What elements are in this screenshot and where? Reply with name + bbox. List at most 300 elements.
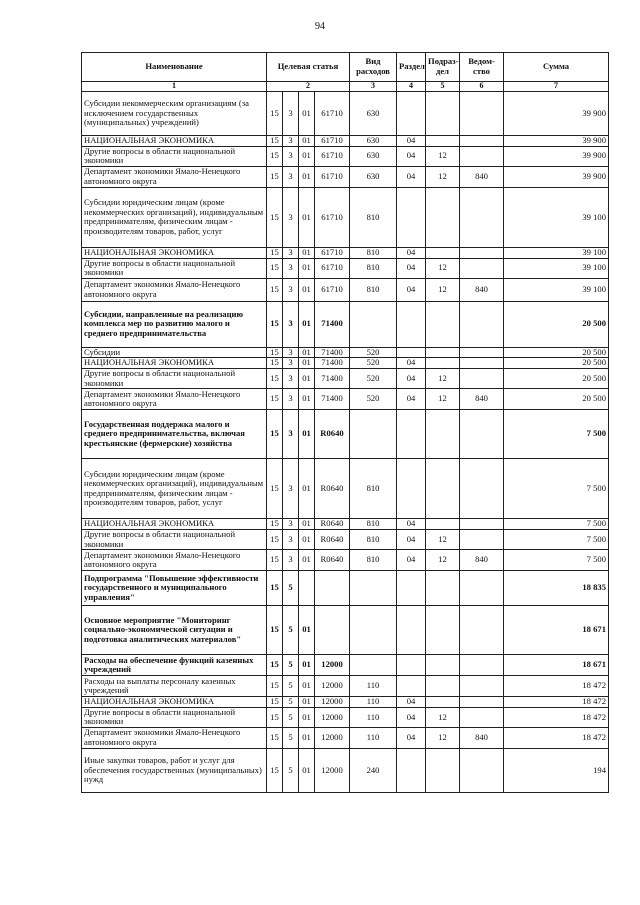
department-code [460, 136, 504, 147]
department-code [460, 459, 504, 519]
target-code-part: 01 [299, 697, 315, 708]
subsection-code [426, 358, 460, 369]
target-code-part: 3 [283, 187, 299, 247]
table-row [82, 459, 609, 519]
row-sum: 18 472 [504, 728, 609, 749]
target-code-part: 01 [299, 749, 315, 793]
table-row [82, 258, 609, 278]
row-sum: 39 100 [504, 247, 609, 258]
target-code-part: 01 [299, 389, 315, 410]
row-name: Государственная поддержка малого и среднего предпринимательства, включая крестьянские (фермерские) хозяйства [82, 410, 267, 459]
target-code-part: 15 [267, 571, 283, 606]
section-code: 04 [397, 278, 426, 301]
target-code-part: 01 [299, 347, 315, 358]
target-code-part: 5 [283, 655, 299, 676]
section-code [397, 92, 426, 136]
section-code [397, 459, 426, 519]
expense-type-code: 240 [350, 749, 397, 793]
target-code-part: 5 [283, 606, 299, 655]
subsection-code [426, 247, 460, 258]
expense-type-code: 520 [350, 358, 397, 369]
department-code [460, 529, 504, 549]
target-code-part: 3 [283, 247, 299, 258]
department-code [460, 697, 504, 708]
subsection-code [426, 519, 460, 530]
expense-type-code: 810 [350, 550, 397, 571]
row-sum: 18 671 [504, 655, 609, 676]
section-code [397, 606, 426, 655]
table-row [82, 550, 609, 571]
target-code-part: 3 [283, 146, 299, 166]
expense-type-code [350, 571, 397, 606]
subsection-code [426, 459, 460, 519]
column-number: 1 [82, 82, 267, 92]
expense-type-code: 810 [350, 187, 397, 247]
expense-type-code: 110 [350, 707, 397, 727]
target-code-part: 01 [299, 247, 315, 258]
target-code-part: 15 [267, 187, 283, 247]
section-code: 04 [397, 258, 426, 278]
target-code-part: 15 [267, 459, 283, 519]
subsection-code [426, 749, 460, 793]
target-code-part: 01 [299, 358, 315, 369]
target-code-part [299, 571, 315, 606]
table-row [82, 606, 609, 655]
subsection-code: 12 [426, 529, 460, 549]
table-row [82, 676, 609, 697]
table-row [82, 301, 609, 347]
expense-type-code: 810 [350, 258, 397, 278]
target-code-part: 15 [267, 247, 283, 258]
subsection-code [426, 187, 460, 247]
row-sum: 20 500 [504, 358, 609, 369]
expense-type-code: 110 [350, 728, 397, 749]
row-name: НАЦИОНАЛЬНАЯ ЭКОНОМИКА [82, 358, 267, 369]
table-row [82, 728, 609, 749]
target-code-part: 71400 [315, 369, 350, 389]
target-code-part: 01 [299, 136, 315, 147]
target-code-part: 01 [299, 459, 315, 519]
row-name: НАЦИОНАЛЬНАЯ ЭКОНОМИКА [82, 247, 267, 258]
subsection-code [426, 301, 460, 347]
department-code [460, 749, 504, 793]
section-code [397, 676, 426, 697]
target-code-part: 3 [283, 258, 299, 278]
target-code-part: 01 [299, 707, 315, 727]
table-row [82, 92, 609, 136]
section-code: 04 [397, 550, 426, 571]
row-name: Другие вопросы в области национальной экономики [82, 369, 267, 389]
header-subsection: Подраз-дел [426, 53, 460, 82]
target-code-part: 3 [283, 301, 299, 347]
department-code [460, 258, 504, 278]
target-code-part: 12000 [315, 676, 350, 697]
section-code: 04 [397, 146, 426, 166]
table-row [82, 707, 609, 727]
target-code-part: 61710 [315, 258, 350, 278]
table-row [82, 278, 609, 301]
section-code [397, 347, 426, 358]
target-code-part: 15 [267, 146, 283, 166]
table-row [82, 389, 609, 410]
target-code-part: 3 [283, 410, 299, 459]
column-number: 5 [426, 82, 460, 92]
column-number: 4 [397, 82, 426, 92]
target-code-part: 61710 [315, 166, 350, 187]
page-number: 94 [315, 21, 325, 32]
department-code [460, 571, 504, 606]
target-code-part: 01 [299, 550, 315, 571]
row-name: Другие вопросы в области национальной экономики [82, 529, 267, 549]
row-name: Департамент экономики Ямало-Ненецкого автономного округа [82, 166, 267, 187]
department-code [460, 347, 504, 358]
subsection-code: 12 [426, 258, 460, 278]
section-code: 04 [397, 247, 426, 258]
target-code-part: 12000 [315, 749, 350, 793]
section-code: 04 [397, 697, 426, 708]
target-code-part: 3 [283, 550, 299, 571]
target-code-part: 15 [267, 136, 283, 147]
target-code-part: 71400 [315, 301, 350, 347]
row-sum: 7 500 [504, 550, 609, 571]
expense-type-code: 110 [350, 697, 397, 708]
target-code-part: 15 [267, 550, 283, 571]
target-code-part: 71400 [315, 389, 350, 410]
target-code-part: R0640 [315, 550, 350, 571]
table-row [82, 136, 609, 147]
target-code-part: 61710 [315, 146, 350, 166]
target-code-part: 5 [283, 749, 299, 793]
table-row [82, 571, 609, 606]
subsection-code: 12 [426, 728, 460, 749]
subsection-code [426, 676, 460, 697]
expense-type-code [350, 606, 397, 655]
target-code-part: 61710 [315, 92, 350, 136]
section-code [397, 749, 426, 793]
subsection-code: 12 [426, 146, 460, 166]
target-code-part: 01 [299, 606, 315, 655]
table-row [82, 519, 609, 530]
target-code-part: 3 [283, 529, 299, 549]
subsection-code [426, 606, 460, 655]
target-code-part: 71400 [315, 358, 350, 369]
section-code: 04 [397, 728, 426, 749]
expense-type-code: 630 [350, 166, 397, 187]
target-code-part: 01 [299, 166, 315, 187]
target-code-part: 15 [267, 519, 283, 530]
subsection-code [426, 92, 460, 136]
expense-type-code: 810 [350, 459, 397, 519]
target-code-part: 3 [283, 347, 299, 358]
department-code: 840 [460, 550, 504, 571]
section-code [397, 410, 426, 459]
section-code [397, 655, 426, 676]
target-code-part: 71400 [315, 347, 350, 358]
row-sum: 39 900 [504, 166, 609, 187]
target-code-part: 01 [299, 258, 315, 278]
target-code-part: 3 [283, 369, 299, 389]
target-code-part: 15 [267, 655, 283, 676]
row-sum: 7 500 [504, 410, 609, 459]
row-name: Другие вопросы в области национальной экономики [82, 146, 267, 166]
row-sum: 39 900 [504, 136, 609, 147]
department-code: 840 [460, 728, 504, 749]
row-sum: 18 835 [504, 571, 609, 606]
table-row [82, 358, 609, 369]
target-code-part: 15 [267, 258, 283, 278]
row-name: Департамент экономики Ямало-Ненецкого автономного округа [82, 728, 267, 749]
target-code-part: 12000 [315, 728, 350, 749]
target-code-part: 15 [267, 749, 283, 793]
header-dept: Ведом-ство [460, 53, 504, 82]
department-code [460, 676, 504, 697]
header-name: Наименование [82, 53, 267, 82]
target-code-part: 5 [283, 728, 299, 749]
table-row [82, 166, 609, 187]
table-row [82, 146, 609, 166]
subsection-code [426, 347, 460, 358]
target-code-part: 01 [299, 146, 315, 166]
target-code-part: R0640 [315, 459, 350, 519]
target-code-part: 5 [283, 676, 299, 697]
row-sum: 39 100 [504, 258, 609, 278]
table-row [82, 529, 609, 549]
row-name: Департамент экономики Ямало-Ненецкого автономного округа [82, 550, 267, 571]
department-code: 840 [460, 166, 504, 187]
row-sum: 20 500 [504, 389, 609, 410]
target-code-part: 15 [267, 389, 283, 410]
expense-type-code: 630 [350, 136, 397, 147]
table-row [82, 187, 609, 247]
target-code-part: 01 [299, 278, 315, 301]
row-name: Расходы на обеспечение функций казенных учреждений [82, 655, 267, 676]
target-code-part: R0640 [315, 410, 350, 459]
target-code-part: 01 [299, 369, 315, 389]
expense-type-code: 810 [350, 278, 397, 301]
expense-type-code: 520 [350, 347, 397, 358]
section-code: 04 [397, 136, 426, 147]
row-sum: 18 472 [504, 676, 609, 697]
row-sum: 7 500 [504, 519, 609, 530]
target-code-part: 12000 [315, 697, 350, 708]
target-code-part: 01 [299, 519, 315, 530]
target-code-part: 15 [267, 728, 283, 749]
department-code [460, 410, 504, 459]
target-code-part: 01 [299, 92, 315, 136]
section-code [397, 187, 426, 247]
expense-type-code: 520 [350, 369, 397, 389]
row-name: Другие вопросы в области национальной экономики [82, 707, 267, 727]
row-name: Основное мероприятие "Мониторинг социально-экономической ситуации и подготовка аналитических материалов" [82, 606, 267, 655]
subsection-code: 12 [426, 389, 460, 410]
row-name: Субсидии некоммерческим организациям (за исключением государственных (муниципальных) учреждений) [82, 92, 267, 136]
header-type: Вид расходов [350, 53, 397, 82]
department-code [460, 519, 504, 530]
subsection-code: 12 [426, 278, 460, 301]
row-sum: 39 100 [504, 278, 609, 301]
row-sum: 39 900 [504, 92, 609, 136]
target-code-part: 15 [267, 92, 283, 136]
target-code-part: 3 [283, 519, 299, 530]
target-code-part: 61710 [315, 247, 350, 258]
target-code-part [315, 606, 350, 655]
table-row [82, 410, 609, 459]
subsection-code [426, 655, 460, 676]
target-code-part: 01 [299, 728, 315, 749]
department-code [460, 707, 504, 727]
target-code-part: 12000 [315, 707, 350, 727]
expense-type-code: 110 [350, 676, 397, 697]
target-code-part: 61710 [315, 187, 350, 247]
row-name: Субсидии юридическим лицам (кроме некоммерческих организаций), индивидуальным предпринимателям, физическим лицам - производителям товаров, работ, услуг [82, 459, 267, 519]
target-code-part: 5 [283, 707, 299, 727]
section-code: 04 [397, 519, 426, 530]
section-code [397, 571, 426, 606]
row-name: Другие вопросы в области национальной экономики [82, 258, 267, 278]
department-code [460, 655, 504, 676]
department-code [460, 358, 504, 369]
target-code-part: 61710 [315, 136, 350, 147]
header-section: Раздел [397, 53, 426, 82]
row-sum: 20 500 [504, 369, 609, 389]
row-sum: 20 500 [504, 301, 609, 347]
target-code-part: 15 [267, 166, 283, 187]
row-sum: 39 100 [504, 187, 609, 247]
section-code: 04 [397, 166, 426, 187]
subsection-code [426, 136, 460, 147]
target-code-part: 5 [283, 697, 299, 708]
row-sum: 20 500 [504, 347, 609, 358]
row-sum: 18 472 [504, 697, 609, 708]
target-code-part: 15 [267, 369, 283, 389]
expense-type-code [350, 655, 397, 676]
header-target: Целевая статья [267, 53, 350, 82]
expense-type-code: 630 [350, 92, 397, 136]
target-code-part: R0640 [315, 519, 350, 530]
department-code [460, 301, 504, 347]
row-name: Подпрограмма "Повышение эффективности государственного и муниципального управления" [82, 571, 267, 606]
target-code-part: 3 [283, 92, 299, 136]
subsection-code: 12 [426, 707, 460, 727]
row-name: Департамент экономики Ямало-Ненецкого автономного округа [82, 278, 267, 301]
subsection-code: 12 [426, 369, 460, 389]
target-code-part: 5 [283, 571, 299, 606]
table-row [82, 247, 609, 258]
department-code [460, 187, 504, 247]
row-sum: 39 900 [504, 146, 609, 166]
row-sum: 7 500 [504, 459, 609, 519]
section-code [397, 301, 426, 347]
table-row [82, 655, 609, 676]
target-code-part: 61710 [315, 278, 350, 301]
target-code-part: 3 [283, 358, 299, 369]
department-code [460, 606, 504, 655]
target-code-part: 15 [267, 606, 283, 655]
budget-table [81, 52, 609, 793]
expense-type-code: 810 [350, 247, 397, 258]
table-row [82, 369, 609, 389]
expense-type-code: 810 [350, 519, 397, 530]
row-name: НАЦИОНАЛЬНАЯ ЭКОНОМИКА [82, 519, 267, 530]
target-code-part: 01 [299, 529, 315, 549]
row-sum: 7 500 [504, 529, 609, 549]
section-code: 04 [397, 707, 426, 727]
row-name: Расходы на выплаты персоналу казенных учреждений [82, 676, 267, 697]
subsection-code [426, 410, 460, 459]
target-code-part: 3 [283, 278, 299, 301]
target-code-part: 15 [267, 697, 283, 708]
subsection-code: 12 [426, 550, 460, 571]
target-code-part: 01 [299, 301, 315, 347]
target-code-part: 15 [267, 676, 283, 697]
table-row [82, 347, 609, 358]
subsection-code [426, 697, 460, 708]
subsection-code [426, 571, 460, 606]
target-code-part: 15 [267, 707, 283, 727]
table-row [82, 697, 609, 708]
department-code [460, 369, 504, 389]
target-code-part: 3 [283, 136, 299, 147]
column-number-row [82, 82, 609, 92]
expense-type-code [350, 410, 397, 459]
expense-type-code: 520 [350, 389, 397, 410]
section-code: 04 [397, 529, 426, 549]
column-number: 3 [350, 82, 397, 92]
target-code-part: 01 [299, 187, 315, 247]
target-code-part: 3 [283, 459, 299, 519]
row-sum: 18 472 [504, 707, 609, 727]
target-code-part: 15 [267, 358, 283, 369]
row-sum: 18 671 [504, 606, 609, 655]
target-code-part: 01 [299, 655, 315, 676]
table-body [82, 92, 609, 793]
section-code: 04 [397, 358, 426, 369]
department-code [460, 92, 504, 136]
row-name: НАЦИОНАЛЬНАЯ ЭКОНОМИКА [82, 697, 267, 708]
header-row [82, 53, 609, 82]
column-number: 7 [504, 82, 609, 92]
row-name: Субсидии, направленные на реализацию комплекса мер по развитию малого и среднего предпринимательства [82, 301, 267, 347]
header-sum: Сумма [504, 53, 609, 82]
target-code-part: 3 [283, 389, 299, 410]
section-code: 04 [397, 389, 426, 410]
row-name: Субсидии юридическим лицам (кроме некоммерческих организаций), индивидуальным предпринимателям, физическим лицам - производителям товаров, работ, услуг [82, 187, 267, 247]
column-number: 6 [460, 82, 504, 92]
department-code [460, 247, 504, 258]
row-sum: 194 [504, 749, 609, 793]
table-row [82, 749, 609, 793]
target-code-part: R0640 [315, 529, 350, 549]
expense-type-code: 810 [350, 529, 397, 549]
row-name: Иные закупки товаров, работ и услуг для обеспечения государственных (муниципальных) нужд [82, 749, 267, 793]
department-code [460, 146, 504, 166]
target-code-part: 15 [267, 347, 283, 358]
expense-type-code [350, 301, 397, 347]
row-name: НАЦИОНАЛЬНАЯ ЭКОНОМИКА [82, 136, 267, 147]
expense-type-code: 630 [350, 146, 397, 166]
target-code-part: 01 [299, 410, 315, 459]
row-name: Субсидии [82, 347, 267, 358]
target-code-part [315, 571, 350, 606]
target-code-part: 12000 [315, 655, 350, 676]
target-code-part: 15 [267, 301, 283, 347]
row-name: Департамент экономики Ямало-Ненецкого автономного округа [82, 389, 267, 410]
target-code-part: 15 [267, 278, 283, 301]
subsection-code: 12 [426, 166, 460, 187]
column-number: 2 [267, 82, 350, 92]
department-code: 840 [460, 278, 504, 301]
target-code-part: 15 [267, 410, 283, 459]
